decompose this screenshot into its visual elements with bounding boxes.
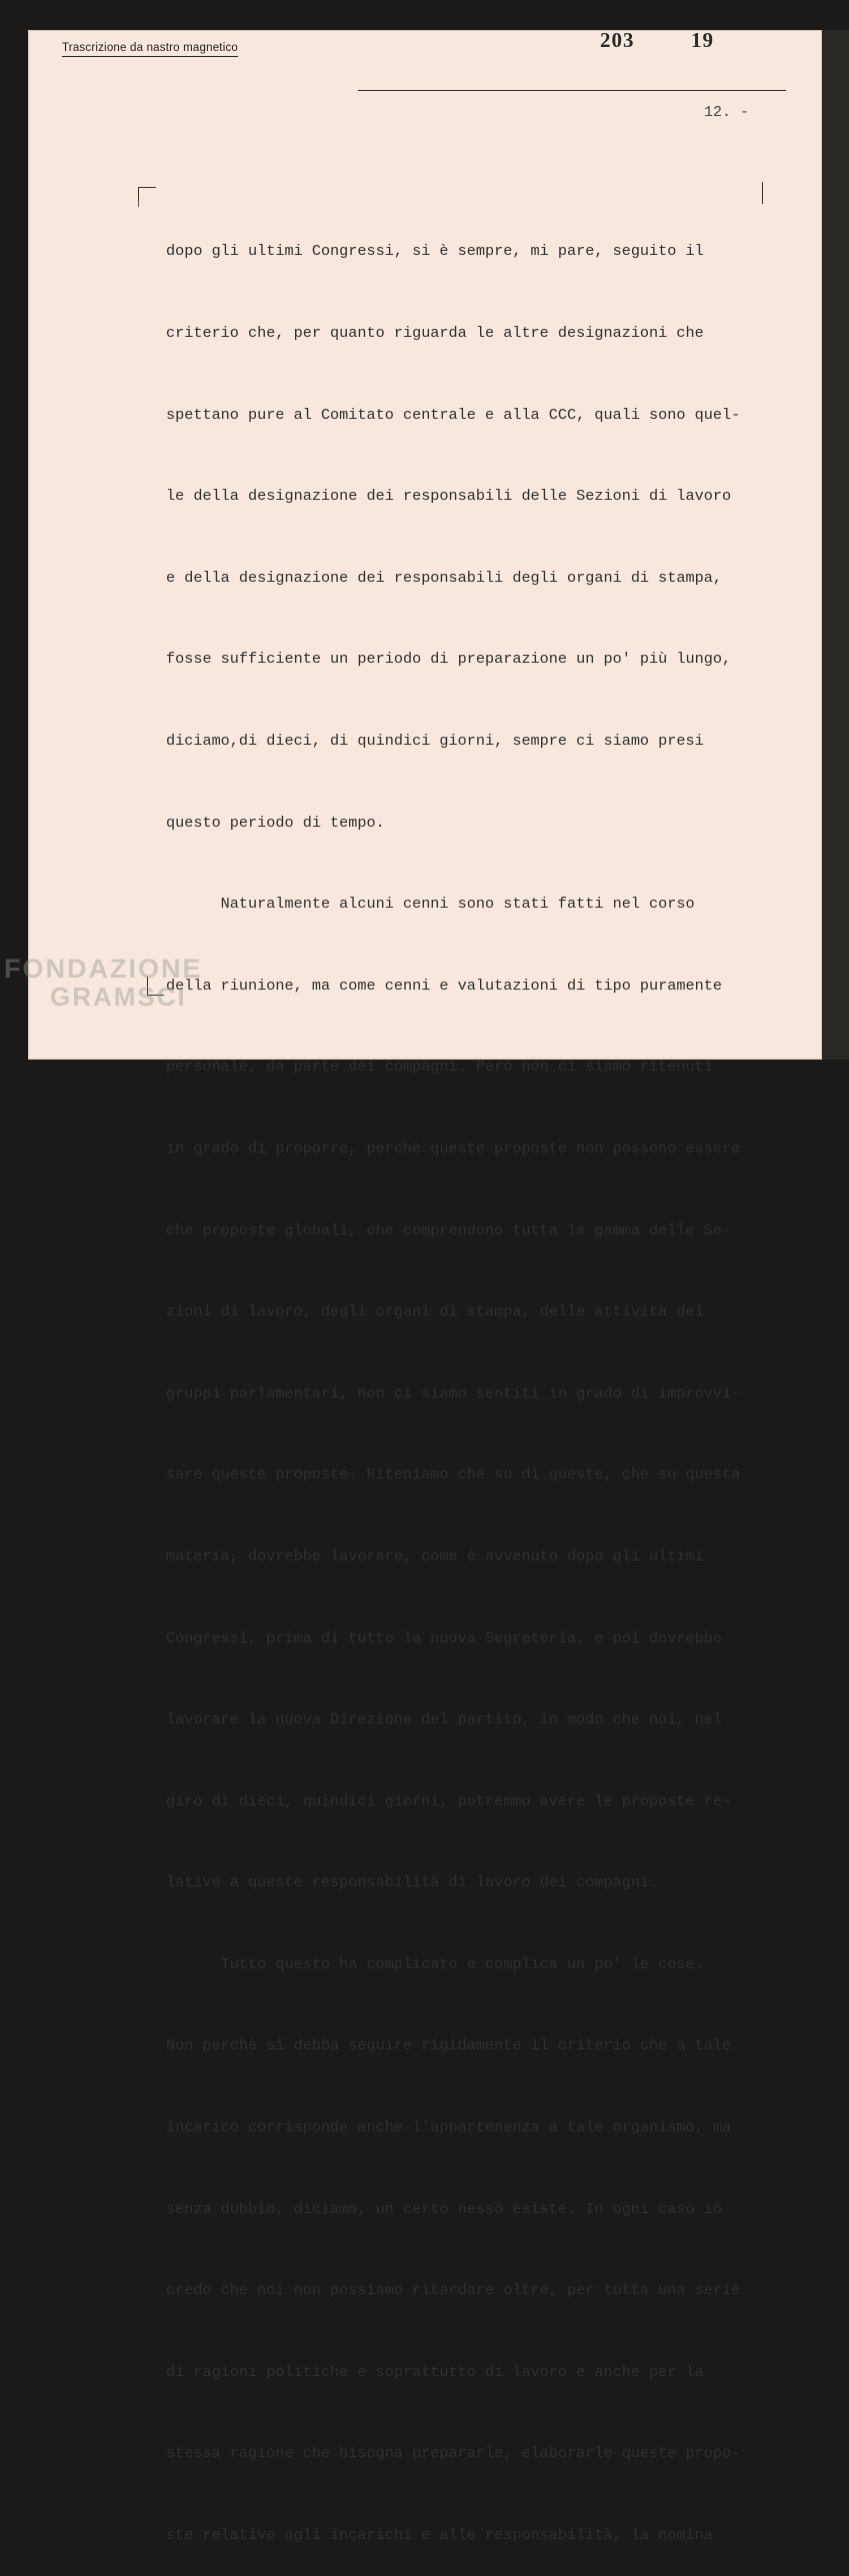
archive-stamp-sheet: 19 xyxy=(691,28,714,52)
text-line: di ragioni politiche e soprattutto di lavoro e anche per la xyxy=(166,2362,704,2381)
text-line: Naturalmente alcuni cenni sono stati fatti nel corso xyxy=(166,895,695,914)
text-line: sare queste proposte. Riteniamo che su di queste, che su questa xyxy=(166,1465,741,1484)
text-line: gruppi parlamentari, non ci siamo sentiti in grado di improvvi- xyxy=(166,1383,741,1402)
text-line: Tutto questo ha complicato e complica un po' le cose. xyxy=(166,1954,704,1973)
text-line: senza dubbio, diciamo, un certo nesso esiste. In ogni caso io xyxy=(166,2199,722,2218)
archive-watermark xyxy=(4,955,203,1011)
text-line: credo che noi non possiamo ritardare oltre, per tutta una serie xyxy=(166,2281,741,2300)
header-rule xyxy=(358,90,786,91)
text-line: questo periodo di tempo. xyxy=(166,813,385,832)
text-line: criterio che, per quanto riguarda le altre designazioni che xyxy=(166,324,704,342)
text-line: zioni di lavoro, degli organi di stampa, delle attività dei xyxy=(166,1302,704,1321)
archive-stamp-number: 203 xyxy=(600,28,635,52)
text-line: personale, da parte dei compagni. Però non ci siamo ritenuti xyxy=(166,1058,713,1077)
scan-edge xyxy=(822,30,849,1060)
text-line: giro di dieci, quindici giorni, potremmo avere le proposte re- xyxy=(166,1791,732,1810)
text-line: materia, dovrebbe lavorare, come è avvenuto dopo gli ultimi xyxy=(166,1546,704,1565)
text-line: stessa ragione che bisogna prepararle, elaborarle queste propo- xyxy=(166,2444,741,2463)
text-line: incarico corrisponde anche l'appartenenza a tale organismo, ma xyxy=(166,2118,732,2137)
text-line: della riunione, ma come cenni e valutazioni di tipo puramente xyxy=(166,976,722,995)
text-line: spettano pure al Comitato centrale e alla CCC, quali sono quel- xyxy=(166,405,741,424)
text-line: lative a queste responsabilità di lavoro dei compagni. xyxy=(166,1873,659,1892)
text-line: diciamo,di dieci, di quindici giorni, sempre ci siamo presi xyxy=(166,731,704,750)
text-line: fosse sufficiente un periodo di preparazione un po' più lungo, xyxy=(166,650,732,669)
corner-bracket-top-left xyxy=(138,187,156,200)
text-line: Non perchè si debba seguire rigidamente il criterio che a tale xyxy=(166,2036,732,2055)
text-line: che proposte globali, che comprendono tutta la gamma delle Se- xyxy=(166,1221,732,1240)
watermark-line-1: FONDAZIONE xyxy=(4,954,203,984)
transcript-body xyxy=(166,184,806,2576)
text-line: lavorare la nuova Direzione del partito, in modo che noi, nel xyxy=(166,1710,722,1729)
text-line: in grado di proporre, perchè queste proposte non possono essere xyxy=(166,1139,741,1158)
text-line: dopo gli ultimi Congressi, si è sempre, mi pare, seguito il xyxy=(166,242,704,261)
text-line: e della designazione dei responsabili degli organi di stampa, xyxy=(166,568,722,587)
text-line: Congressi, prima di tutto la nuova Segreteria, e poi dovrebbe xyxy=(166,1628,722,1647)
watermark-line-2: GRAMSCI xyxy=(50,982,187,1012)
text-line: le della designazione dei responsabili delle Sezioni di lavoro xyxy=(166,487,732,506)
text-line: ste relative agli incarichi e alle responsabilità, la nomina xyxy=(166,2526,713,2545)
header-label: Trascrizione da nastro magnetico xyxy=(62,42,238,57)
page-number: 12. - xyxy=(704,104,750,121)
corner-bracket-tick xyxy=(138,199,139,207)
